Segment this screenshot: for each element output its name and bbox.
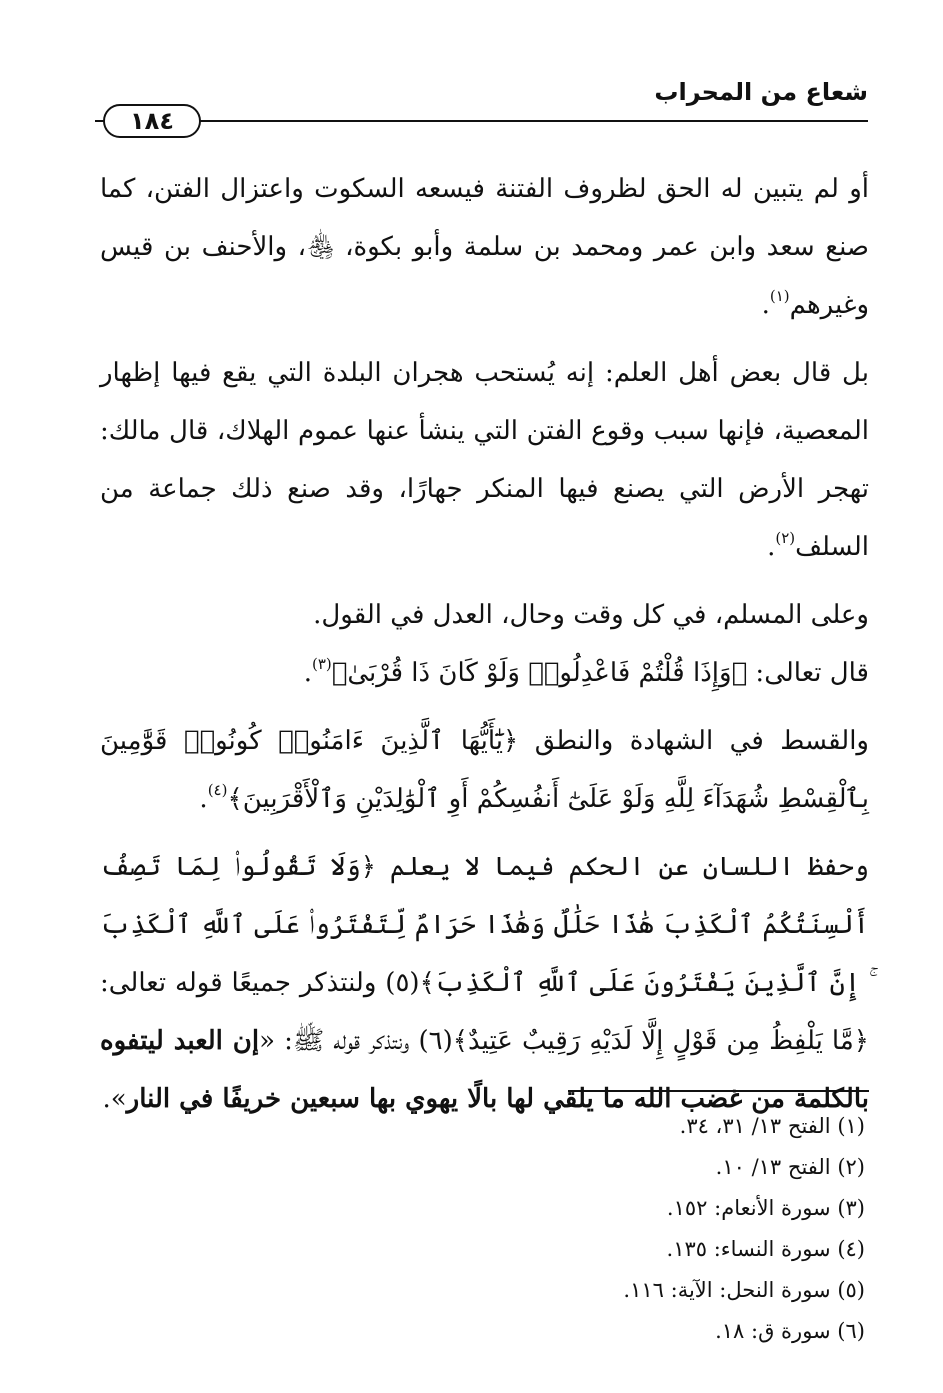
footnote-5: (٥) سورة النحل: الآية: ١١٦.	[623, 1278, 865, 1302]
paragraph-4: قال تعالى: ﴿وَإِذَا قُلْتُمْ فَاعْدِلُوا۟ وَلَوْ كَانَ ذَا قُرْبَىٰ﴾$^{(٣)}$.	[303, 655, 869, 688]
paragraph-6	[100, 838, 869, 1128]
paragraph-3	[100, 586, 869, 644]
quran-quote: قال تعالى: ﴿وَإِذَا قُلْتُمْ فَاعْدِلُوا۟ وَلَوْ كَانَ ذَا قُرْبَىٰ﴾	[331, 658, 869, 688]
header-rule	[101, 120, 868, 122]
text-line: أو لم يتبين له الحق لظروف الفتنة فيسعه السكوت واعتزال الفتن، كما صنع	[100, 174, 870, 262]
footnote-ref: (١)	[769, 287, 790, 305]
paragraph-1: أو لم يتبين له الحق لظروف الفتنة فيسعه السكوت واعتزال الفتن، كما صنع سعد وابن عمر ومحمد بن سلمة وأبو بكوة، ﵃، والأحنف بن قيس وغيرهم$^{(١)}$.	[100, 174, 870, 320]
footnote-rule	[568, 1090, 869, 1092]
text-line: وَلَوْ عَلَىٰٓ أَنفُسِكُمْ أَوِ ٱلْوَٰلِدَيْنِ وَٱلْأَقْرَبِينَ﴾	[227, 784, 656, 814]
text-line: وغيرهم	[789, 290, 869, 320]
hadith-text: إن العبد ليتفوه بالكلمة من غضب الله ما يلقي لها بالًا يهوي بها سبعين خريفًا في النار	[100, 1026, 869, 1114]
main-text	[100, 160, 869, 1128]
paragraph-5: والقسط في الشهادة والنطق ﴿يَٰٓأَيُّهَا ٱلَّذِينَ ءَامَنُوا۟ كُونُوا۟ قَوَّٰمِينَ بِٱلْقِسْطِ شُهَدَآءَ لِلَّهِ وَلَوْ عَلَىٰٓ أَنفُسِكُمْ أَوِ ٱلْوَٰلِدَيْنِ وَٱلْأَقْرَبِينَ﴾$^{(٤)}$.	[100, 726, 869, 814]
paragraph-2: بل قال بعض أهل العلم: إنه يُستحب هجران البلدة التي يقع فيها إظهار المعصية، فإنها سبب وقوع الفتن التي ينشأ عنها عموم الهلاك، قال مالك: تهجر الأرض التي يصنع فيها المنكر جهارًا، وقد صنع ذلك جماعة من السلف$^{(٢)}$.	[100, 358, 869, 562]
text-line: بل قال بعض أهل العلم: إنه يُستحب هجران البلدة التي يقع فيها إظهار	[100, 358, 869, 388]
text-line: والقسط في الشهادة والنطق ﴿يَٰٓأَيُّهَا ٱلَّذِينَ ءَامَنُوا۟ كُونُوا۟ قَوَّٰمِينَ بِٱلْقِسْطِ شُهَدَآءَ لِلَّهِ	[100, 726, 869, 814]
footnote-1: (١) الفتح ١٣/ ٣١، ٣٤.	[679, 1114, 865, 1138]
text-line: هَٰذَا حَلَٰلٌ وَهَٰذَا حَرَامٌ لِّتَفْتَرُوا۟ عَلَى ٱللَّهِ ٱلْكَذِبَ ۚ إِنَّ ٱلَّذِينَ يَفْتَرُونَ عَلَى ٱللَّهِ ٱلْكَذِبَ﴾(٥)	[100, 910, 869, 998]
footnotes	[365, 1106, 865, 1352]
text-line: سعد وابن عمر ومحمد بن سلمة وأبو بكوة، ﵃، والأحنف بن قيس	[100, 232, 815, 262]
hadith-intro: قوله ﷺ: «	[259, 1026, 361, 1056]
footnote-6: (٦) سورة ق: ١٨.	[715, 1319, 865, 1343]
text-line: ولنتذكر جميعًا قوله تعالى: ﴿مَّا يَلْفِظُ مِن قَوْلٍ إِلَّا لَدَيْهِ رَقِيبٌ عَتِيدٌ﴾(٦) ونتذكر	[100, 968, 870, 1056]
hadith-end: ».	[102, 1084, 127, 1114]
footnote-ref: (٣)	[311, 655, 332, 673]
text-line: السلف	[795, 532, 869, 562]
footnote-4: (٤) سورة النساء: ١٣٥.	[666, 1237, 865, 1261]
running-title: شعاع من المحراب	[654, 78, 868, 106]
footnote-2: (٢) الفتح ١٣/ ١٠.	[715, 1155, 865, 1179]
text-line: تهجر الأرض التي يصنع فيها المنكر جهارًا، وقد صنع ذلك جماعة من	[100, 474, 869, 504]
text-line: وحفظ اللسان عن الحكم فيما لا يعلم ﴿وَلَا تَقُولُوا۟ لِمَا تَصِفُ أَلْسِنَتُكُمُ ٱلْكَذِبَ	[100, 852, 870, 940]
text-line: وعلى المسلم، في كل وقت وحال، العدل في القول.	[313, 600, 869, 630]
footnote-ref: (٤)	[207, 781, 228, 799]
footnote-3: (٣) سورة الأنعام: ١٥٢.	[666, 1196, 865, 1220]
footnote-ref: (٢)	[775, 529, 796, 547]
text-line: المعصية، فإنها سبب وقوع الفتن التي ينشأ عنها عموم الهلاك، قال مالك:	[100, 416, 869, 446]
page-number: ١٨٤	[103, 104, 201, 138]
